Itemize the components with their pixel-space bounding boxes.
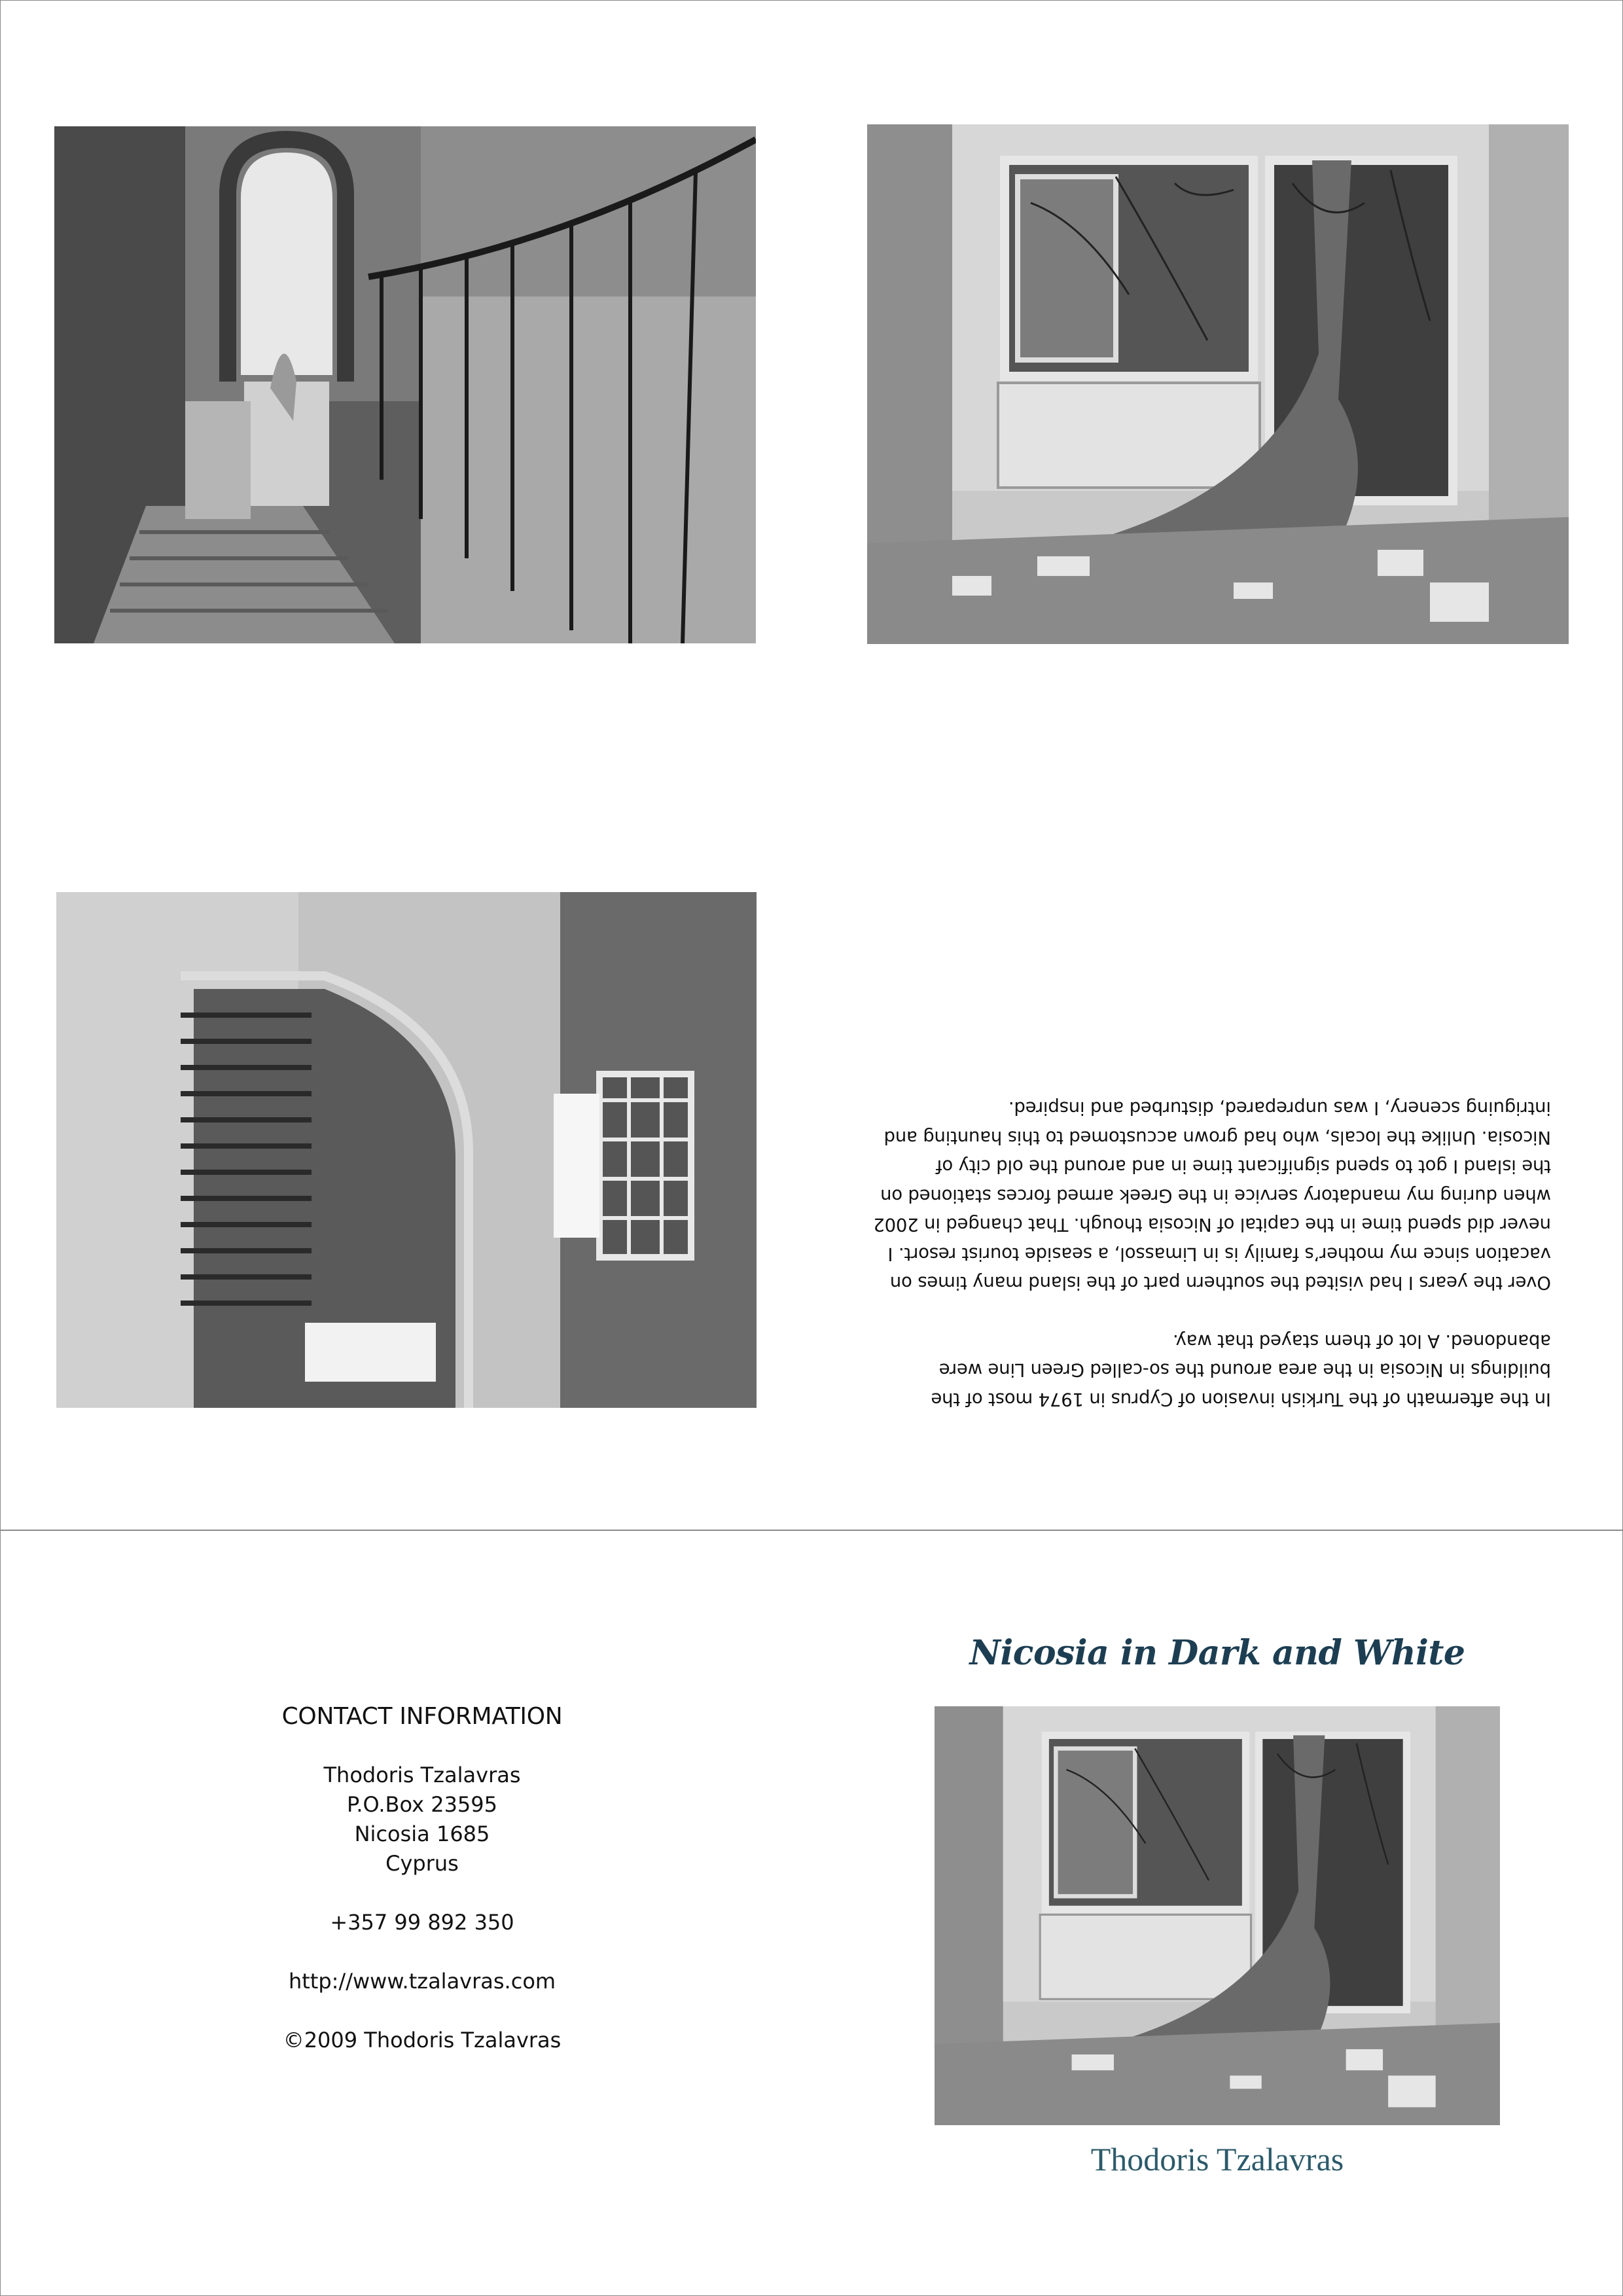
contact-country: Cyprus: [385, 1851, 459, 1876]
fold-line: [0, 1530, 1623, 1531]
intro-text: [870, 1073, 1551, 1414]
contact-copyright: ©2009 Thodoris Tzalavras: [283, 2028, 562, 2053]
photo-curved-stair: [56, 892, 757, 1408]
cover-author: Thodoris Tzalavras: [1090, 2141, 1344, 2178]
contact-city: Nicosia 1685: [354, 1821, 490, 1846]
contact-name: Thodoris Tzalavras: [323, 1763, 521, 1787]
photo-staircase-arch: [54, 126, 756, 643]
contact-website[interactable]: http://www.tzalavras.com: [288, 1969, 556, 1994]
contact-pobox: P.O.Box 23595: [347, 1792, 497, 1817]
photo-tree-room: [867, 124, 1569, 644]
cover-title: Nicosia in Dark and White: [969, 1633, 1465, 1673]
contact-phone: +357 99 892 350: [330, 1910, 514, 1935]
contact-title: CONTACT INFORMATION: [281, 1703, 563, 1730]
intro-paragraph-1: In the aftermath of the Turkish invasion of Cyprus in 1974 most of the buildings in Nicosia in the area around the so-called Green Line were abandoned. A lot of them stayed that way.: [931, 1331, 1551, 1410]
intro-paragraph-2: Over the years I had visited the southern part of the island many times on vacation since my mother’s family is in Limassol, a seaside tourist resort. I never did spend time in the capital of Nicosia though. That changed in 2002 when during my mandatory service in the Greek armed forces stationed on the island I got to spend significant time in and around the old city of Nicosia. Unlike the locals, who had grown accustomed to this haunting and intriguing scenery, I was unprepared, disturbed and inspired.: [873, 1098, 1551, 1294]
cover-photo-tree-room: [935, 1706, 1500, 2125]
contact-block: [177, 1702, 668, 2055]
